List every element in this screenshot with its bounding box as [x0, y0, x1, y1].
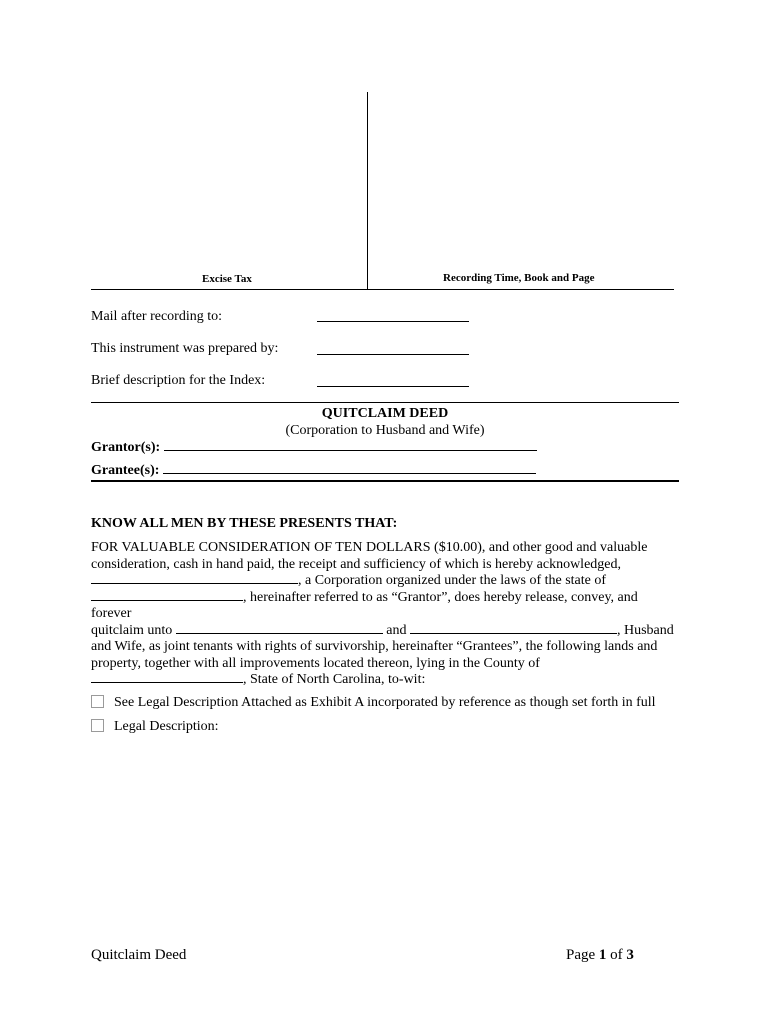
deed-title: QUITCLAIM DEED	[321, 406, 449, 421]
header-line-left	[91, 289, 368, 290]
parties-rule	[91, 480, 679, 482]
header-divider	[367, 92, 368, 290]
page-total: 3	[626, 947, 634, 963]
husband-name-blank[interactable]	[176, 633, 383, 634]
recording-label: Recording Time, Book and Page	[443, 272, 595, 284]
mail-after-label: Mail after recording to:	[91, 309, 223, 324]
section-rule	[91, 402, 679, 403]
brief-description-label: Brief description for the Index:	[91, 373, 266, 388]
page-indicator: Page 1 of 3	[566, 947, 634, 963]
body-paragraph	[91, 540, 681, 689]
body-line-3: , a Corporation organized under the laws of the state of	[91, 573, 681, 590]
grantee-blank[interactable]	[163, 473, 536, 474]
body-line-1: FOR VALUABLE CONSIDERATION OF TEN DOLLARS ($10.00), and other good and valuable	[91, 540, 648, 555]
grantor-blank[interactable]	[164, 450, 537, 451]
county-blank[interactable]	[91, 682, 243, 683]
legal-description-label: Legal Description:	[114, 719, 219, 734]
prepared-by-label: This instrument was prepared by:	[91, 341, 279, 356]
body-line-2: consideration, cash in hand paid, the receipt and sufficiency of which is hereby acknowledged,	[91, 556, 622, 572]
body-heading: KNOW ALL MEN BY THESE PRESENTS THAT:	[91, 516, 398, 531]
legal-description-checkbox[interactable]	[91, 719, 104, 732]
exhibit-checkbox[interactable]	[91, 695, 104, 708]
body-line-6: and Wife, as joint tenants with rights of survivorship, hereinafter “Grantees”, the following lands and	[91, 639, 658, 654]
prepared-by-blank[interactable]	[317, 354, 469, 355]
excise-tax-label: Excise Tax	[202, 273, 252, 285]
header-line-right	[368, 289, 674, 290]
footer-title: Quitclaim Deed	[91, 947, 187, 963]
mail-after-blank[interactable]	[317, 321, 469, 322]
grantee-row	[91, 463, 536, 479]
deed-subtitle: (Corporation to Husband and Wife)	[285, 423, 485, 438]
body-line-8: , State of North Carolina, to-wit:	[91, 672, 681, 689]
grantor-row	[91, 440, 537, 456]
corporation-name-blank[interactable]	[91, 583, 298, 584]
body-line-7: property, together with all improvements located thereon, lying in the County of	[91, 655, 540, 671]
page-current: 1	[598, 947, 607, 963]
exhibit-label: See Legal Description Attached as Exhibit A incorporated by reference as though set forth in full	[114, 695, 656, 710]
grantee-label: Grantee(s):	[91, 463, 160, 478]
wife-name-blank[interactable]	[410, 633, 617, 634]
state-blank[interactable]	[91, 600, 243, 601]
grantor-label: Grantor(s):	[91, 440, 161, 455]
body-line-5: quitclaim unto and , Husband	[91, 622, 674, 638]
brief-description-blank[interactable]	[317, 386, 469, 387]
body-line-4: , hereinafter referred to as “Grantor”, does hereby release, convey, and forever	[91, 589, 638, 621]
